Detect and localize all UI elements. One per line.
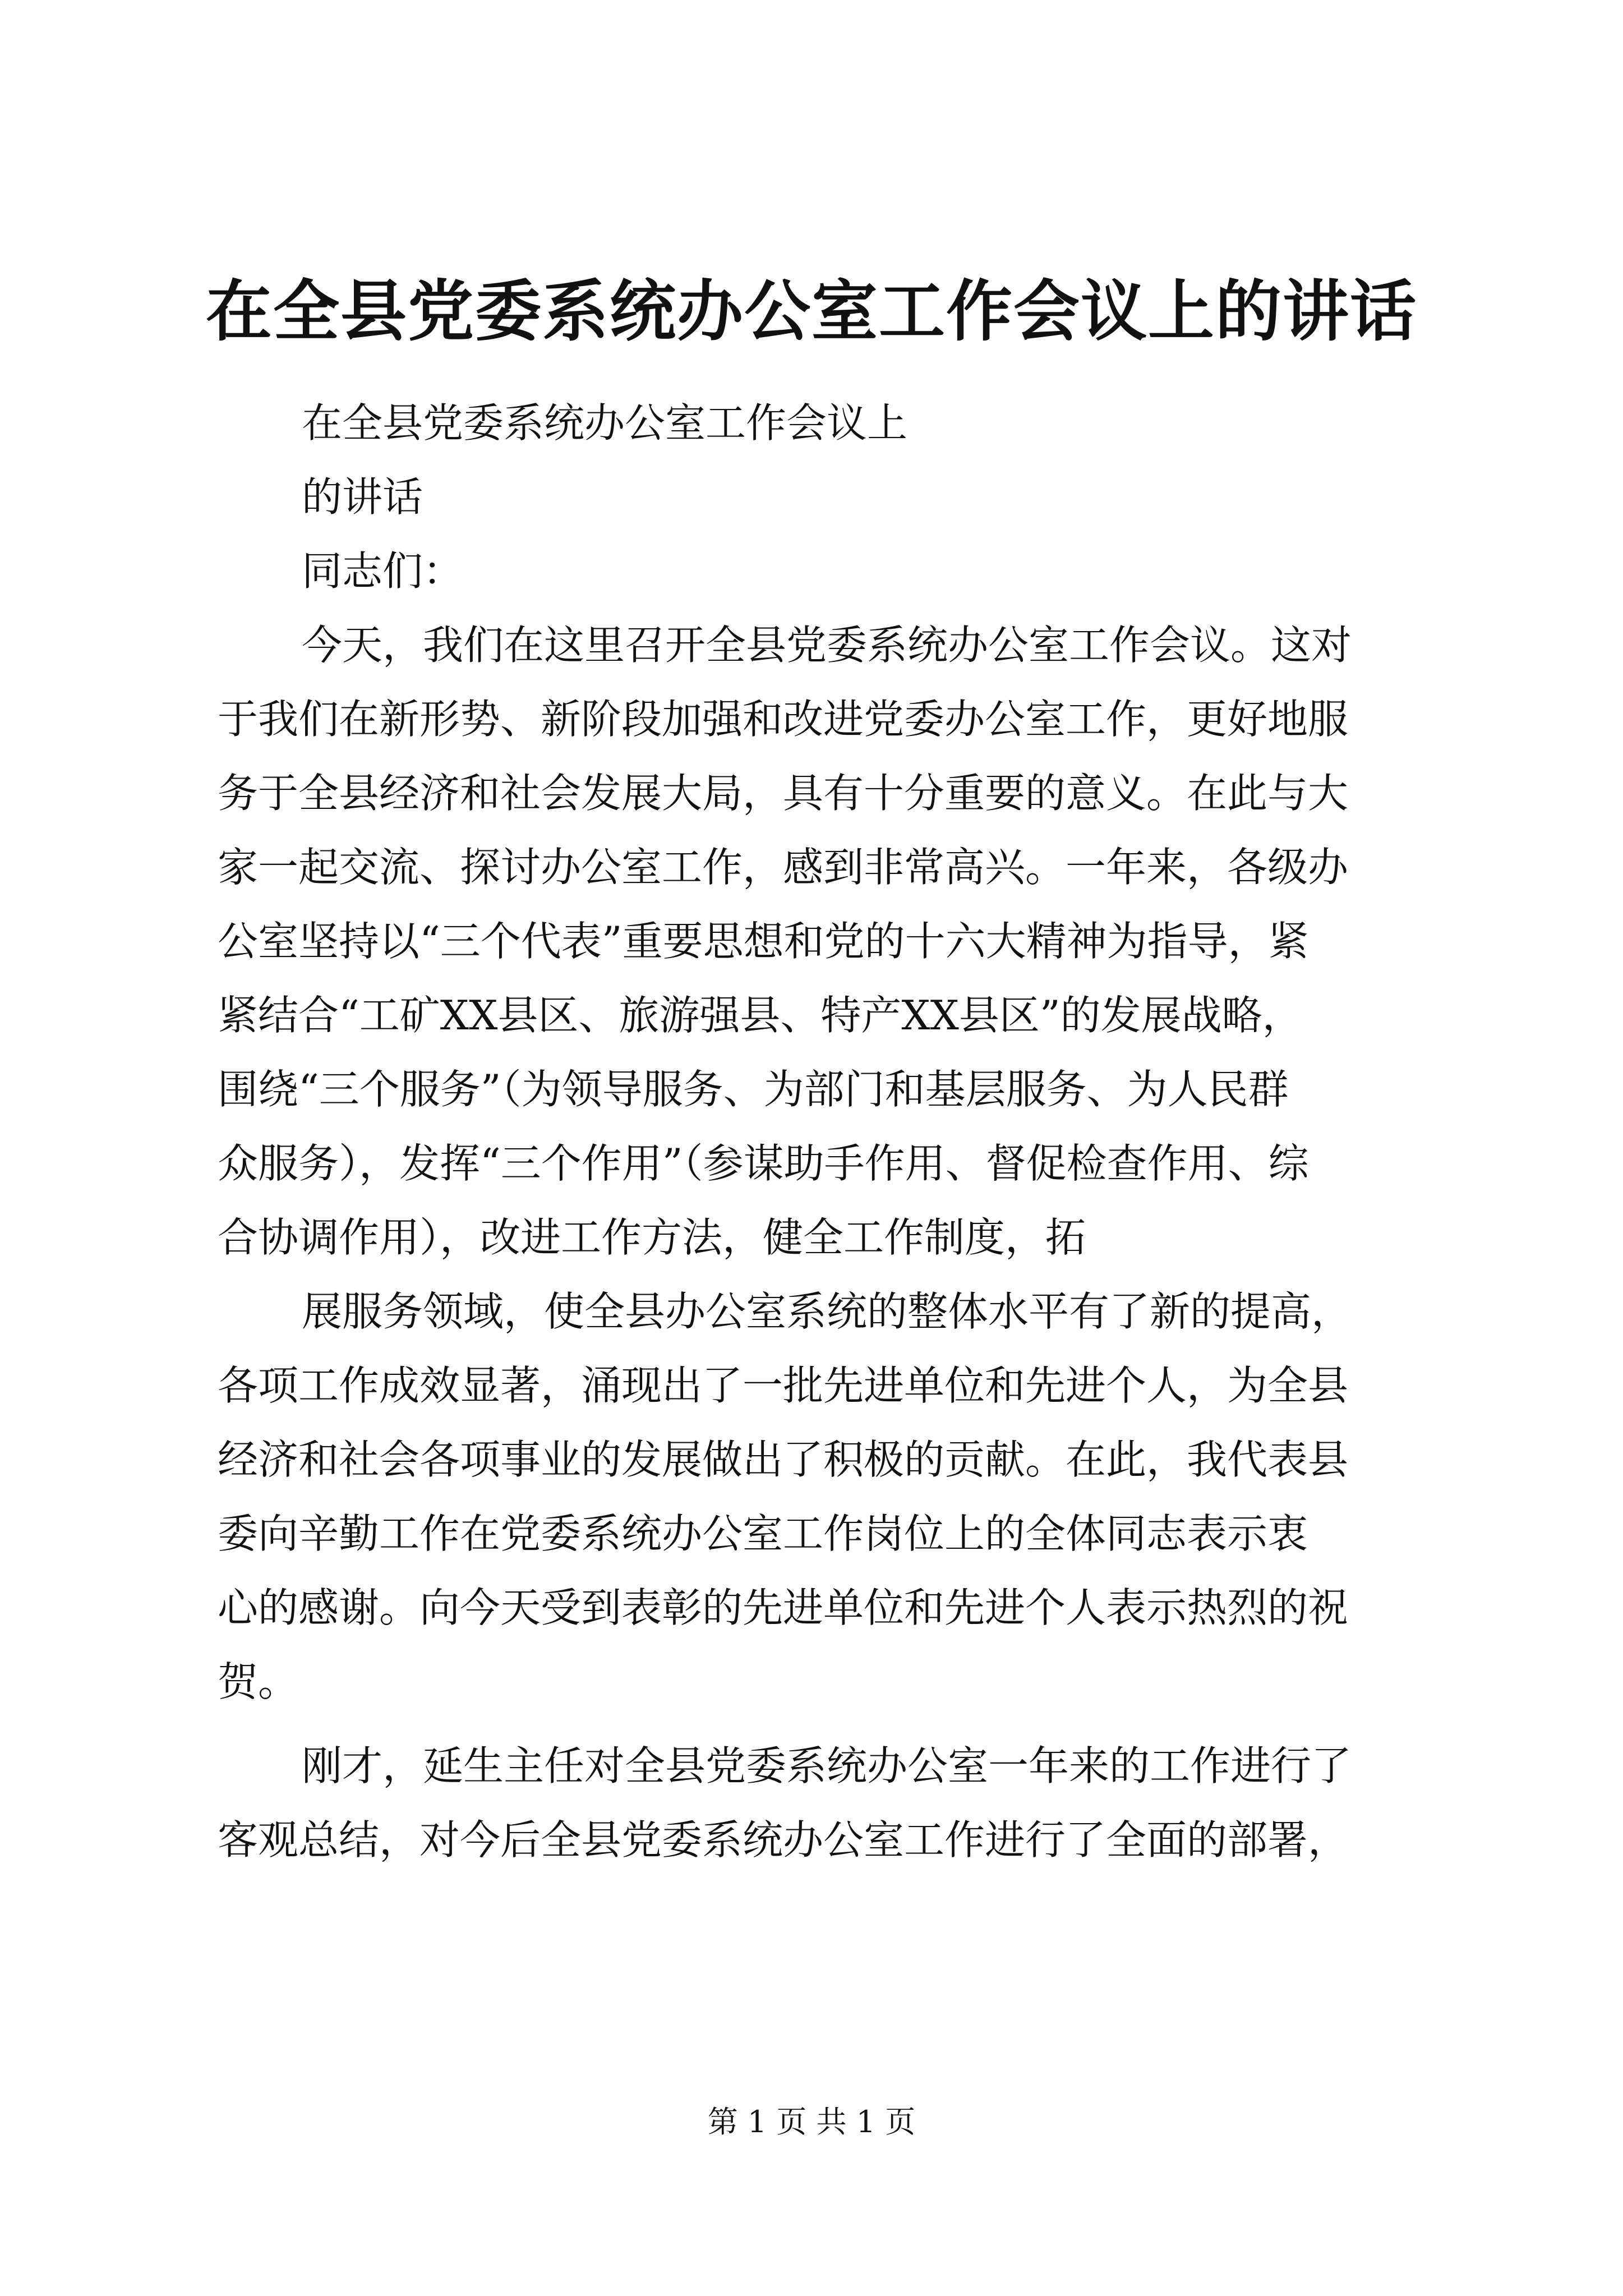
text-line: 家一起交流、探讨办公室工作，感到非常高兴。一年来，各级办: [218, 844, 1349, 891]
paragraph-2: [218, 1274, 1412, 1719]
text-line: 贺。: [218, 1658, 299, 1705]
text-line: 委向辛勤工作在党委系统办公室工作岗位上的全体同志表示衷: [218, 1510, 1308, 1557]
text-line: 经济和社会各项事业的发展做出了积极的贡献。在此，我代表县: [218, 1436, 1349, 1483]
paragraph-3: [218, 1729, 1412, 1877]
text-line: 心的感谢。向今天受到表彰的先进单位和先进个人表示热烈的祝: [218, 1584, 1349, 1631]
text-line: 合协调作用），改进工作方法，健全工作制度，拓: [218, 1214, 1086, 1261]
text-line: 公室坚持以“三个代表”重要思想和党的十六大精神为指导，紧: [218, 918, 1309, 965]
text-line: 众服务），发挥“三个作用”（参谋助手作用、督促检查作用、综: [218, 1140, 1309, 1187]
text-line: 务于全县经济和社会发展大局，具有十分重要的意义。在此与大: [218, 770, 1349, 817]
text-line: 今天，我们在这里召开全县党委系统办公室工作会议。这对: [302, 622, 1352, 669]
text-line: 展服务领域，使全县办公室系统的整体水平有了新的提高，: [302, 1288, 1352, 1335]
text-line: 客观总结，对今后全县党委系统办公室工作进行了全面的部署，: [218, 1816, 1349, 1864]
subtitle-line: 的讲话: [302, 473, 423, 521]
text-line: 刚才，延生主任对全县党委系统办公室一年来的工作进行了: [302, 1742, 1352, 1789]
subtitle-line: 在全县党委系统办公室工作会议上: [302, 399, 908, 447]
salutation: 同志们：: [302, 547, 464, 595]
paragraph-1: [218, 608, 1412, 1274]
text-line: 各项工作成效显著，涌现出了一批先进单位和先进个人，为全县: [218, 1362, 1349, 1409]
text-line: 围绕“三个服务”（为领导服务、为部门和基层服务、为人民群: [218, 1066, 1289, 1113]
page-footer: 第 1 页 共 1 页: [707, 2104, 916, 2139]
document-title: 在全县党委系统办公室工作会议上的讲话: [205, 272, 1417, 350]
text-line: 于我们在新形势、新阶段加强和改进党委办公室工作，更好地服: [218, 696, 1349, 743]
text-line: 紧结合“工矿XX县区、旅游强县、特产XX县区”的发展战略，: [218, 992, 1303, 1039]
document-body: [218, 386, 1412, 1877]
